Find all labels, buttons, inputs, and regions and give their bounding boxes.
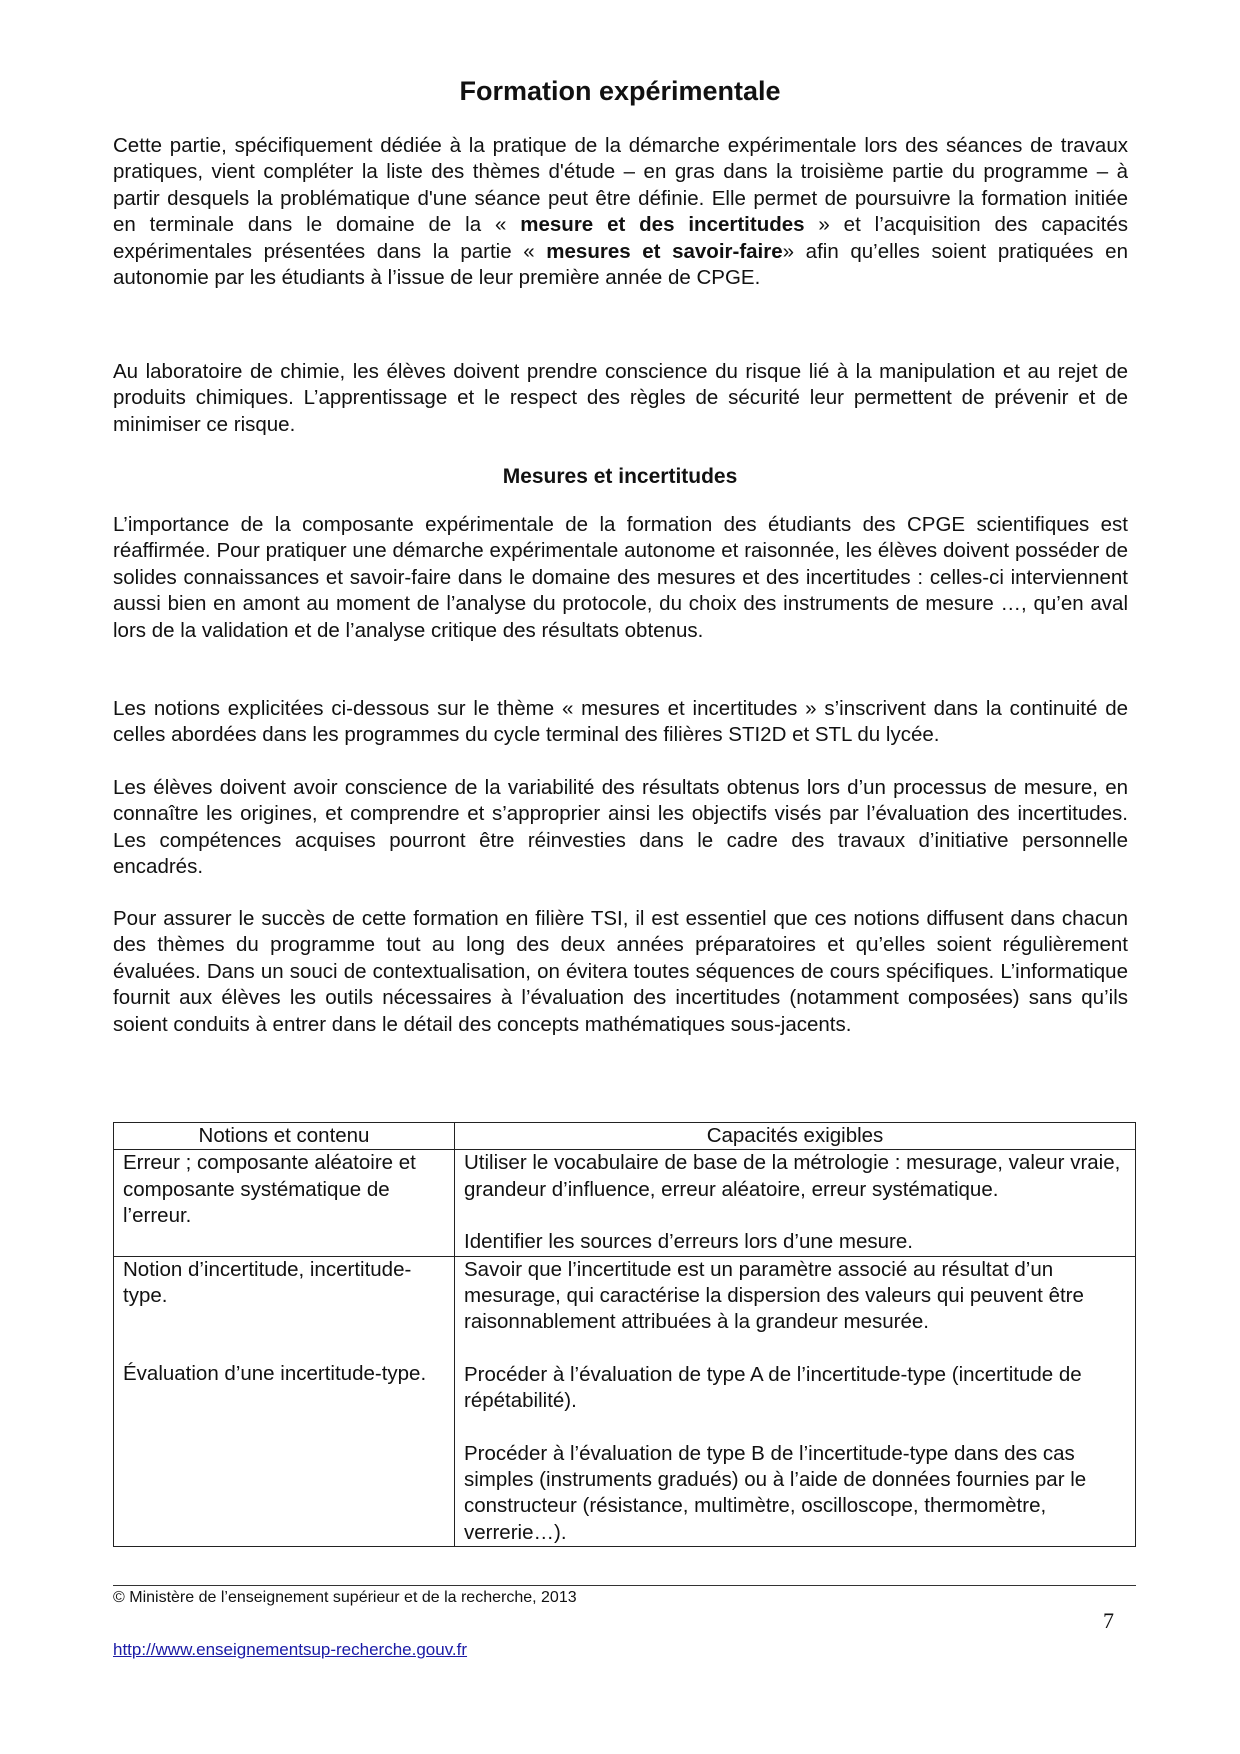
capacite-type-a: Procéder à l’évaluation de type A de l’incertitude-type (incertitude de répétabilité).: [464, 1362, 1082, 1413]
table-cell-notion: [114, 1256, 455, 1547]
cell-spacer: [464, 1336, 1126, 1362]
intro-text-e: » afin qu’elles soient pratiquées en autonomie par les étudiants à l’issue de leur première année de CPGE.: [113, 239, 1128, 290]
table-row: [114, 1256, 1136, 1547]
capacite-vocabulaire: Utiliser le vocabulaire de base de la métrologie : mesurage, valeur vraie, grandeur d’influence, erreur aléatoire, erreur systématique.: [464, 1151, 1121, 1201]
footer-divider: [113, 1585, 1136, 1586]
notion-erreur: Erreur ; composante aléatoire et composante systématique de l’erreur.: [123, 1151, 416, 1228]
section-paragraph-3: Les élèves doivent avoir conscience de la variabilité des résultats obtenus lors d’un processus de mesure, en connaître les origines, et comprendre et s’approprier ainsi les objectifs visés par l’évaluation des incertitudes. Les compétences acquises pourront être réinvesties dans le cadre des travaux d’initiative personnelle encadrés.: [113, 776, 1128, 879]
section-title: Mesures et incertitudes: [502, 465, 738, 488]
footer-copyright: © Ministère de l’enseignement supérieur et de la recherche, 2013: [113, 1589, 577, 1606]
table-cell-notion: [114, 1150, 455, 1256]
cell-spacer: [464, 1203, 1126, 1229]
intro-paragraph-2: Au laboratoire de chimie, les élèves doivent prendre conscience du risque lié à la manipulation et au rejet de produits chimiques. L’apprentissage et le respect des règles de sécurité leur permettent de prévenir et de minimiser ce risque.: [113, 360, 1128, 436]
cell-spacer: [123, 1309, 445, 1361]
table-header-row: [114, 1123, 1136, 1150]
page-number: 7: [1103, 1608, 1114, 1633]
intro-text-c: » et l’acquisition des capacités expérimentales présentées dans la partie «: [113, 213, 1129, 263]
table-cell-capacites: [455, 1150, 1136, 1256]
capacite-type-b: Procéder à l’évaluation de type B de l’incertitude-type dans des cas simples (instruments gradués) ou à l’aide de données fournies par le constructeur (résistance, multimètre, oscilloscope, thermomètre, verrerie…).: [464, 1441, 1087, 1544]
table-cell-capacites: [455, 1256, 1136, 1547]
table-header-capacites: Capacités exigibles: [455, 1123, 1136, 1150]
section-paragraph-2: Les notions explicitées ci-dessous sur le thème « mesures et incertitudes » s’inscrivent dans la continuité de celles abordées dans les programmes du cycle terminal des filières STI2D et STL du lycée.: [113, 697, 1128, 747]
table-row: [114, 1150, 1136, 1256]
section-paragraph-1: L’importance de la composante expérimentale de la formation des étudiants des CPGE scientifiques est réaffirmée. Pour pratiquer une démarche expérimentale autonome et raisonnée, les élèves doivent posséder de solides connaissances et savoir-faire dans le domaine des mesures et des incertitudes : celles-ci interviennent aussi bien en amont au moment de l’analyse du protocole, du choix des instruments de mesure …, qu’en aval lors de la validation et de l’analyse critique des résultats obtenus.: [113, 513, 1128, 642]
notion-incertitude: Notion d’incertitude, incertitude-type.: [123, 1257, 412, 1308]
notions-table: [113, 1122, 1136, 1547]
intro-paragraph-1: [113, 133, 1128, 291]
footer-url-link[interactable]: http://www.enseignementsup-recherche.gouv.fr: [113, 1640, 468, 1659]
intro-bold-savoir-faire: mesures et savoir-faire: [546, 239, 783, 263]
notion-evaluation: Évaluation d’une incertitude-type.: [123, 1362, 427, 1386]
capacite-sources-erreurs: Identifier les sources d’erreurs lors d’une mesure.: [464, 1230, 913, 1254]
page-title: Formation expérimentale: [459, 76, 781, 106]
cell-spacer: [464, 1415, 1126, 1441]
section-paragraph-4: Pour assurer le succès de cette formation en filière TSI, il est essentiel que ces notions diffusent dans chacun des thèmes du programme tout au long des deux années préparatoires et qu’elles soient régulièrement évaluées. Dans un souci de contextualisation, on évitera toutes séquences de cours spécifiques. L’informatique fournit aux élèves les outils nécessaires à l’évaluation des incertitudes (notamment composées) sans qu’ils soient conduits à entrer dans le détail des concepts mathématiques sous-jacents.: [113, 907, 1128, 1036]
intro-text-a: Cette partie, spécifiquement dédiée à la pratique de la démarche expérimentale lors des séances de travaux pratiques, vient compléter la liste des thèmes d'étude – en gras dans la troisième partie du programme – à partir desquels la problématique d'une séance peut être définie. Elle permet de poursuivre la formation initiée en terminale dans le domaine de la «: [113, 134, 1128, 237]
intro-bold-mesure: mesure et des incertitudes: [520, 213, 805, 237]
table-header-notions: Notions et contenu: [114, 1123, 455, 1150]
capacite-incertitude-parametre: Savoir que l’incertitude est un paramètre associé au résultat d’un mesurage, qui caractérise la dispersion des valeurs qui peuvent être raisonnablement attribuées à la grandeur mesurée.: [464, 1257, 1084, 1334]
